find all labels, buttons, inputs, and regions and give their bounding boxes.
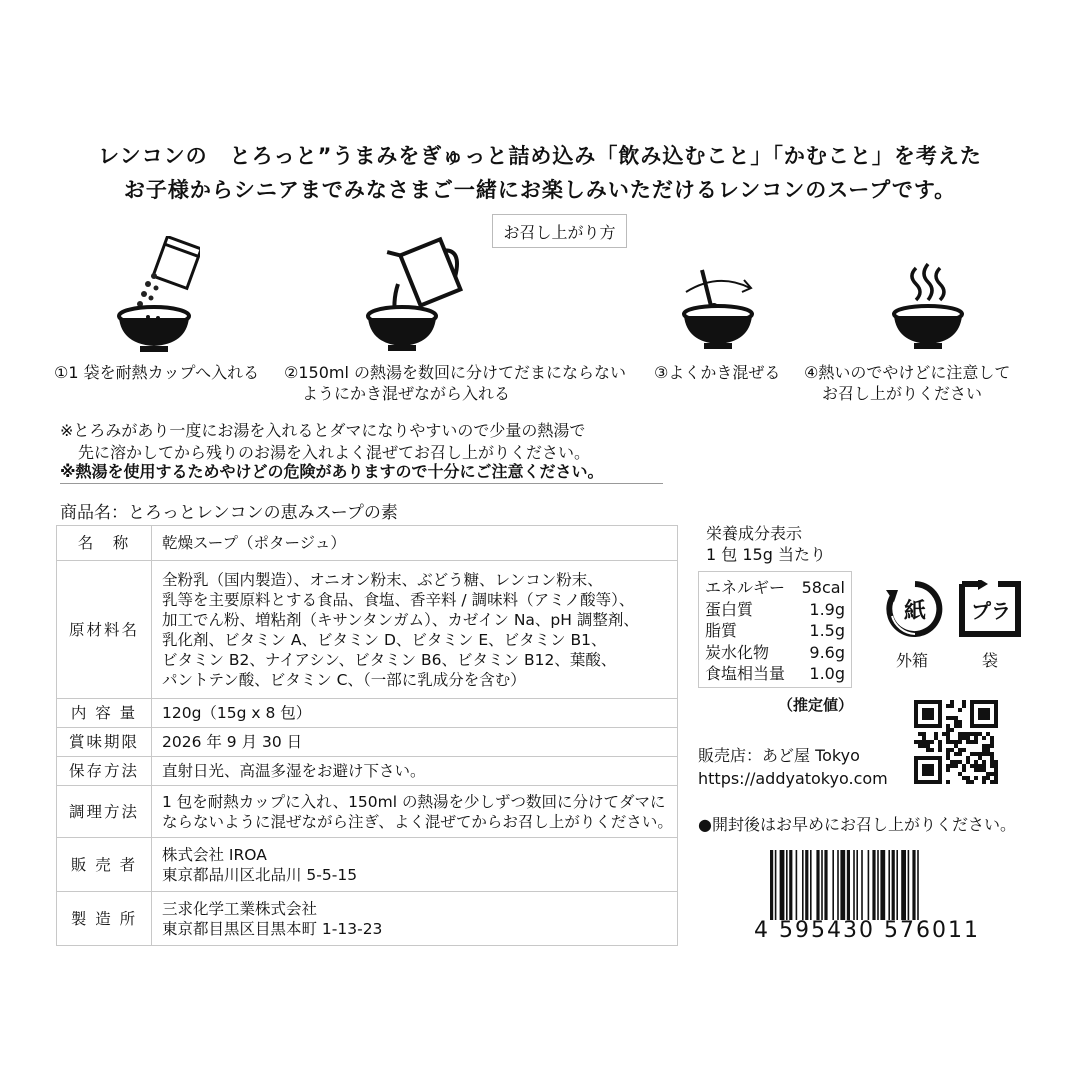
maker-label: 製 造 所 — [57, 892, 152, 946]
nutrition-label: 蛋白質 — [705, 599, 754, 619]
barcode — [768, 850, 988, 920]
nutrition-value: 1.0g — [809, 664, 845, 683]
nutrition-row — [705, 620, 845, 642]
nutrition-title: 栄養成分表示 — [706, 524, 803, 543]
content-value: 120g（15g x 8 包） — [152, 699, 678, 728]
product-name: 商品名：とろっとレンコンの恵みスープの素 — [60, 503, 398, 523]
nutrition-value: 58cal — [801, 578, 845, 597]
maker-line-1: 三求化学工業株式会社 — [162, 899, 318, 918]
seller-value — [152, 838, 678, 892]
table-row — [57, 561, 678, 699]
step3-stir-icon — [678, 266, 758, 352]
divider — [60, 483, 663, 484]
nutrition-row — [705, 599, 845, 621]
nutrition-value: 1.5g — [809, 621, 845, 640]
store-url[interactable]: https://addyatokyo.com — [698, 769, 888, 788]
note-line-2: 先に溶かしてから残りのお湯を入れよく混ぜてお召し上がりください。 — [78, 443, 591, 462]
content-label: 内 容 量 — [57, 699, 152, 728]
headline-line-1: レンコンの とろっと”うまみをぎゅっと詰め込み「飲み込むこと」「かむこと」を考えた — [98, 144, 982, 168]
name-value: 乾燥スープ（ポタージュ） — [152, 526, 678, 561]
table-row — [57, 838, 678, 892]
nutrition-label: エネルギー — [705, 578, 786, 597]
after-open-note: ●開封後はお早めにお召し上がりください。 — [698, 815, 1016, 834]
ingredients-line: 乳化剤、ビタミン A、ビタミン D、ビタミン E、ビタミン B1、 — [162, 630, 607, 649]
step-4-text — [804, 362, 1010, 404]
maker-line-2: 東京都目黒区目黒本町 1-13-23 — [162, 919, 383, 938]
step-2-line-2: ようにかき混ぜながら入れる — [302, 384, 511, 403]
cooking-line-1: 1 包を耐熱カップに入れ、150ml の熱湯を少しずつ数回に分けてダマに — [162, 792, 666, 811]
cooking-line-2: ならないように混ぜながら注ぎ、よく混ぜてからお召し上がりください。 — [162, 812, 673, 831]
ingredients-value — [152, 561, 678, 699]
step-1-text — [54, 362, 259, 383]
seller-label: 販 売 者 — [57, 838, 152, 892]
plastic-recycle-icon — [958, 580, 1022, 638]
table-row — [57, 786, 678, 838]
plastic-label: 袋 — [982, 651, 999, 670]
step2-pour-water-icon — [364, 232, 474, 352]
step4-hot-bowl-icon — [888, 262, 968, 352]
barcode-number: 4 595430 576011 — [754, 918, 980, 943]
method-title: お召し上がり方 — [492, 214, 627, 248]
step-4-line-1: ④熱いのでやけどに注意して — [804, 363, 1011, 382]
headline-line-2: お子様からシニアまでみなさまご一緒にお楽しみいただけるレンコンのスープです。 — [123, 178, 957, 202]
nutrition-value: 9.6g — [809, 642, 845, 662]
maker-value — [152, 892, 678, 946]
expiry-label: 賞味期限 — [57, 728, 152, 757]
cooking-value — [152, 786, 678, 838]
storage-value: 直射日光、高温多湿をお避け下さい。 — [152, 757, 678, 786]
nutrition-row — [705, 577, 845, 599]
step-3-text — [654, 362, 780, 383]
qr-code[interactable] — [914, 700, 998, 784]
ingredients-line: パントテン酸、ビタミン C、（一部に乳成分を含む） — [162, 670, 526, 689]
table-row — [57, 757, 678, 786]
nutrition-row — [705, 642, 845, 664]
ingredients-label: 原材料名 — [57, 561, 152, 699]
table-row — [57, 728, 678, 757]
paper-mark-text: 紙 — [903, 599, 927, 624]
paper-label: 外箱 — [896, 651, 929, 670]
spec-table — [56, 525, 678, 946]
seller-line-1: 株式会社 IROA — [162, 845, 267, 864]
nutrition-label: 脂質 — [705, 621, 738, 640]
ingredients-line: 乳等を主要原料とする食品、食塩、香辛料 / 調味料（アミノ酸等）、 — [162, 590, 635, 609]
expiry-value: 2026 年 9 月 30 日 — [152, 728, 678, 757]
step-3-line-1: ③よくかき混ぜる — [654, 363, 781, 382]
table-row — [57, 699, 678, 728]
plastic-mark-text: プラ — [971, 599, 1011, 623]
paper-recycle-icon — [884, 578, 946, 640]
nutrition-serving: 1 包 15g 当たり — [706, 545, 826, 564]
table-row — [57, 892, 678, 946]
storage-label: 保存方法 — [57, 757, 152, 786]
step-2-line-1: ②150ml の熱湯を数回に分けてだまにならない — [284, 363, 627, 382]
step-4-line-2: お召し上がりください — [822, 384, 983, 403]
step-2-text — [284, 362, 626, 404]
ingredients-line: 全粉乳（国内製造）、オニオン粉末、ぶどう糖、レンコン粉末、 — [162, 570, 603, 589]
store-name: 販売店：あど屋 Tokyo — [698, 746, 860, 765]
name-label: 名 称 — [57, 526, 152, 561]
note-line-1: ※とろみがあり一度にお湯を入れるとダマになりやすいので少量の熱湯で — [60, 421, 586, 440]
nutrition-estimate-note: （推定値） — [778, 696, 854, 714]
nutrition-value: 1.9g — [809, 599, 845, 619]
step-1-line-1: ①1 袋を耐熱カップへ入れる — [54, 363, 260, 382]
ingredients-line: 加工でん粉、増粘剤（キサンタンガム）、カゼイン Na、pH 調整剤、 — [162, 610, 639, 629]
step1-pour-powder-icon — [110, 236, 200, 354]
nutrition-label: 炭水化物 — [705, 642, 770, 662]
cooking-label: 調理方法 — [57, 786, 152, 838]
warning-text: ※熱湯を使用するためやけどの危険がありますので十分にご注意ください。 — [60, 462, 604, 481]
table-row — [57, 526, 678, 561]
ingredients-line: ビタミン B2、ナイアシン、ビタミン B6、ビタミン B12、葉酸、 — [162, 650, 617, 669]
nutrition-label: 食塩相当量 — [705, 664, 786, 683]
store-info — [698, 744, 888, 790]
nutrition-row — [705, 663, 845, 685]
seller-line-2: 東京都品川区北品川 5-5-15 — [162, 865, 358, 884]
nutrition-header — [706, 523, 826, 565]
nutrition-table — [698, 571, 852, 688]
